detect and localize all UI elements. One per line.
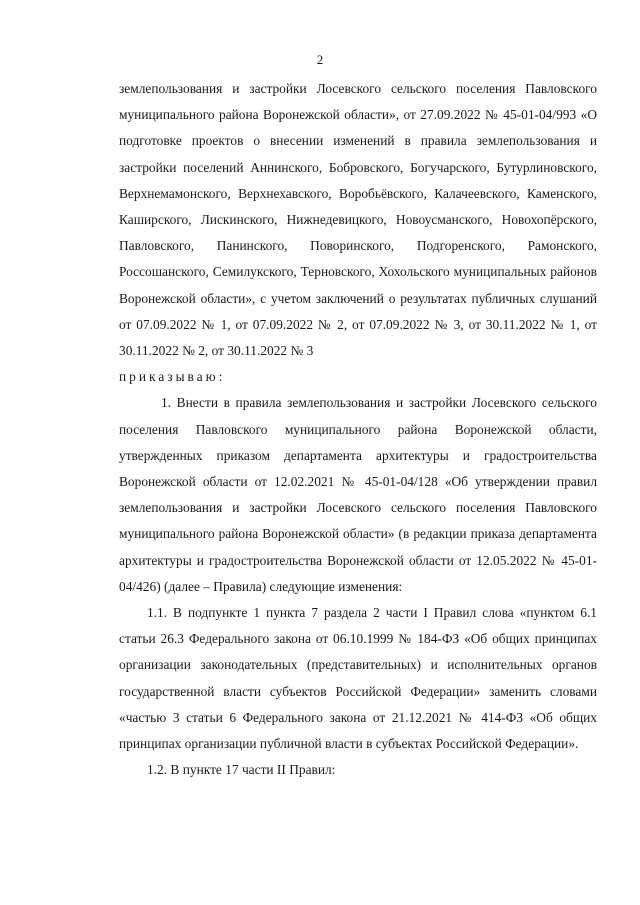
paragraph-continuation: землепользования и застройки Лосевского сельского поселения Павловского муниципального района Воронежской области», от 27.09.2022 № 45-01-04/993 «О подготовке проектов о внесении изменений в правила землепользования и застройки поселений Аннинского, Бобровского, Богучарского, Бутурлиновского, Верхнемамонского, Верхнехавского, Воробьёвского, Калачеевского, Каменского, Каширского, Лискинского, Нижнедевицкого, Новоусманского, Новохопёрского, Павловского, Панинского, Поворинского, Подгоренского, Рамонского, Россошанского, Семилукского, Терновского, Хохольского муниципальных районов Воронежской области», с учетом заключений о результатах публичных слушаний от 07.09.2022 № 1, от 07.09.2022 № 2, от 07.09.2022 № 3, от 30.11.2022 № 1, от 30.11.2022 № 2, от 30.11.2022 № 3: [119, 81, 597, 359]
paragraph-order-word: приказываю:: [119, 369, 226, 385]
paragraph-item-1-1: 1.1. В подпункте 1 пункта 7 раздела 2 части I Правил слова «пунктом 6.1 статьи 26.3 Федерального закона от 06.10.1999 № 184-ФЗ «Об общих принципах организации законодательных (представительных) и исполнительных органов государственной власти субъектов Российской Федерации» заменить словами «частью 3 статьи 6 Федерального закона от 21.12.2021 № 414-ФЗ «Об общих принципах организации публичной власти в субъектах Российской Федерации».: [119, 605, 597, 752]
page-number: 2: [316, 52, 324, 67]
document-body: [119, 76, 597, 783]
paragraph-item-1: 1. Внести в правила землепользования и застройки Лосевского сельского поселения Павловского муниципального района Воронежской области, утвержденных приказом департамента архитектуры и градостроительства Воронежской области от 12.02.2021 № 45-01-04/128 «Об утверждении правил землепользования и застройки Лосевского сельского поселения Павловского муниципального района Воронежской области» (в редакции приказа департамента архитектуры и градостроительства Воронежской области от 12.05.2022 № 45-01-04/426) (далее – Правила) следующие изменения:: [119, 395, 597, 594]
paragraph-item-1-2: 1.2. В пункте 17 части II Правил:: [147, 762, 336, 778]
